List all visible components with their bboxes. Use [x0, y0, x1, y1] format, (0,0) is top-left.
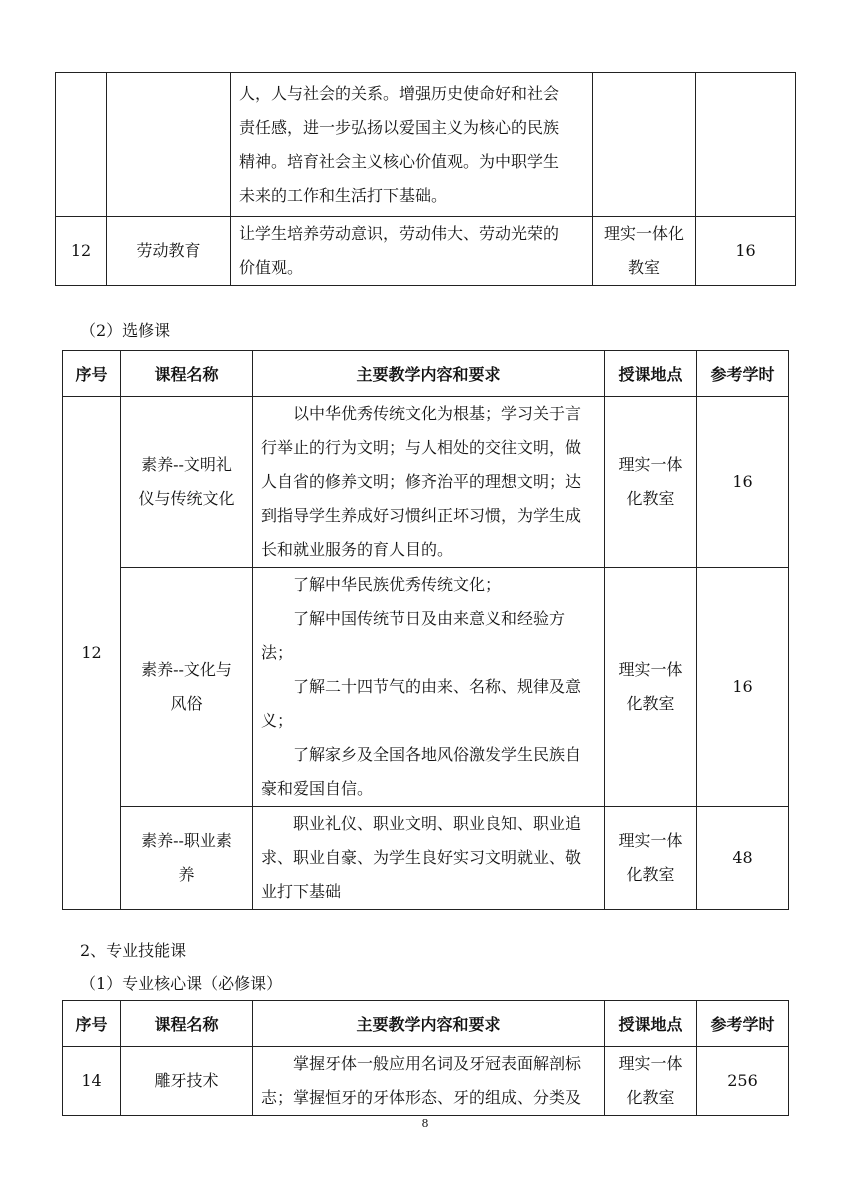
content-line: 义；	[261, 711, 294, 730]
content-line: 求、职业自豪、为学生良好实习文明就业、敬	[261, 848, 582, 867]
cell-content	[231, 217, 593, 286]
table-row	[56, 73, 796, 217]
header-name: 课程名称	[121, 1001, 253, 1047]
cell-content	[253, 397, 605, 568]
name-line: 素养--文化与	[141, 660, 232, 679]
place-line: 理实一体	[618, 831, 683, 850]
cell-place	[605, 568, 697, 807]
cell-place-empty	[593, 73, 696, 217]
cell-hours: 16	[696, 217, 796, 286]
content-line: 志；掌握恒牙的牙体形态、牙的组成、分类及	[261, 1088, 582, 1107]
content-line: 掌握牙体一般应用名词及牙冠表面解剖标	[293, 1054, 582, 1073]
content-line: 职业礼仪、职业文明、职业良知、职业追	[293, 814, 582, 833]
content-line: 长和就业服务的育人目的。	[261, 540, 454, 559]
place-line: 化教室	[626, 694, 675, 713]
name-line: 风俗	[170, 694, 203, 713]
table-elective	[62, 350, 789, 910]
content-line: 人自省的修养文明；修齐治平的理想文明；达	[261, 472, 582, 491]
cell-place	[605, 397, 697, 568]
cell-hours-empty	[696, 73, 796, 217]
cell-content	[253, 1047, 605, 1116]
name-line: 素养--职业素	[141, 831, 232, 850]
content-line: 责任感，进一步弘扬以爱国主义为核心的民族	[239, 118, 560, 137]
place-line: 理实一体化	[603, 224, 684, 243]
cell-no: 12	[63, 397, 121, 910]
name-line: 仪与传统文化	[138, 489, 235, 508]
header-content: 主要教学内容和要求	[253, 1001, 605, 1047]
table-row	[56, 217, 796, 286]
cell-place	[605, 807, 697, 910]
place-line: 化教室	[626, 489, 675, 508]
table-row	[63, 1047, 789, 1116]
place-line: 理实一体	[618, 660, 683, 679]
header-place: 授课地点	[605, 351, 697, 397]
content-line: 未来的工作和生活打下基础。	[239, 186, 448, 205]
page-number: 8	[421, 1117, 429, 1130]
table-header-row	[63, 1001, 789, 1047]
cell-course-name: 劳动教育	[107, 217, 231, 286]
table-header-row	[63, 351, 789, 397]
content-line: 了解中华民族优秀传统文化；	[293, 575, 502, 594]
section-heading-elective: （2）选修课	[80, 321, 171, 340]
cell-content	[231, 73, 593, 217]
cell-hours: 16	[697, 397, 789, 568]
cell-no: 12	[56, 217, 107, 286]
content-line: 到指导学生养成好习惯纠正坏习惯，为学生成	[261, 506, 582, 525]
cell-course-name	[121, 568, 253, 807]
cell-content	[253, 568, 605, 807]
cell-course-name: 雕牙技术	[121, 1047, 253, 1116]
place-line: 化教室	[626, 1088, 675, 1107]
table-row	[63, 397, 789, 568]
content-line: 豪和爱国自信。	[261, 779, 374, 798]
header-name: 课程名称	[121, 351, 253, 397]
name-line: 养	[178, 865, 195, 884]
cell-name-empty	[107, 73, 231, 217]
content-line: 业打下基础	[261, 882, 342, 901]
place-line: 理实一体	[618, 1054, 683, 1073]
table-core	[62, 1000, 789, 1116]
content-line: 精神。培育社会主义核心价值观。为中职学生	[239, 152, 560, 171]
content-line: 行举止的行为文明；与人相处的交往文明，做	[261, 438, 582, 457]
cell-place	[605, 1047, 697, 1116]
header-no: 序号	[63, 1001, 121, 1047]
cell-course-name	[121, 397, 253, 568]
content-line: 让学生培养劳动意识，劳动伟大、劳动光荣的	[239, 224, 560, 243]
cell-hours: 256	[697, 1047, 789, 1116]
content-line: 法；	[261, 643, 294, 662]
header-place: 授课地点	[605, 1001, 697, 1047]
place-line: 理实一体	[618, 455, 683, 474]
content-line: 人，人与社会的关系。增强历史使命好和社会	[239, 84, 560, 103]
content-line: 了解二十四节气的由来、名称、规律及意	[293, 677, 582, 696]
content-line: 以中华优秀传统文化为根基；学习关于言	[293, 404, 582, 423]
header-no: 序号	[63, 351, 121, 397]
place-line: 化教室	[626, 865, 675, 884]
name-line: 素养--文明礼	[141, 455, 232, 474]
section-heading-skills: 2、专业技能课	[80, 941, 187, 960]
section-heading-core: （1）专业核心课（必修课）	[80, 974, 283, 993]
cell-hours: 48	[697, 807, 789, 910]
header-hours: 参考学时	[697, 351, 789, 397]
cell-course-name	[121, 807, 253, 910]
header-content: 主要教学内容和要求	[253, 351, 605, 397]
cell-content	[253, 807, 605, 910]
content-line: 价值观。	[239, 258, 304, 277]
table-compulsory-continued	[55, 72, 796, 286]
header-hours: 参考学时	[697, 1001, 789, 1047]
cell-place	[593, 217, 696, 286]
table-row	[63, 807, 789, 910]
cell-no-empty	[56, 73, 107, 217]
place-line: 教室	[627, 258, 660, 277]
table-row	[63, 568, 789, 807]
cell-hours: 16	[697, 568, 789, 807]
content-line: 了解中国传统节日及由来意义和经验方	[293, 609, 566, 628]
cell-no: 14	[63, 1047, 121, 1116]
content-line: 了解家乡及全国各地风俗激发学生民族自	[293, 745, 582, 764]
